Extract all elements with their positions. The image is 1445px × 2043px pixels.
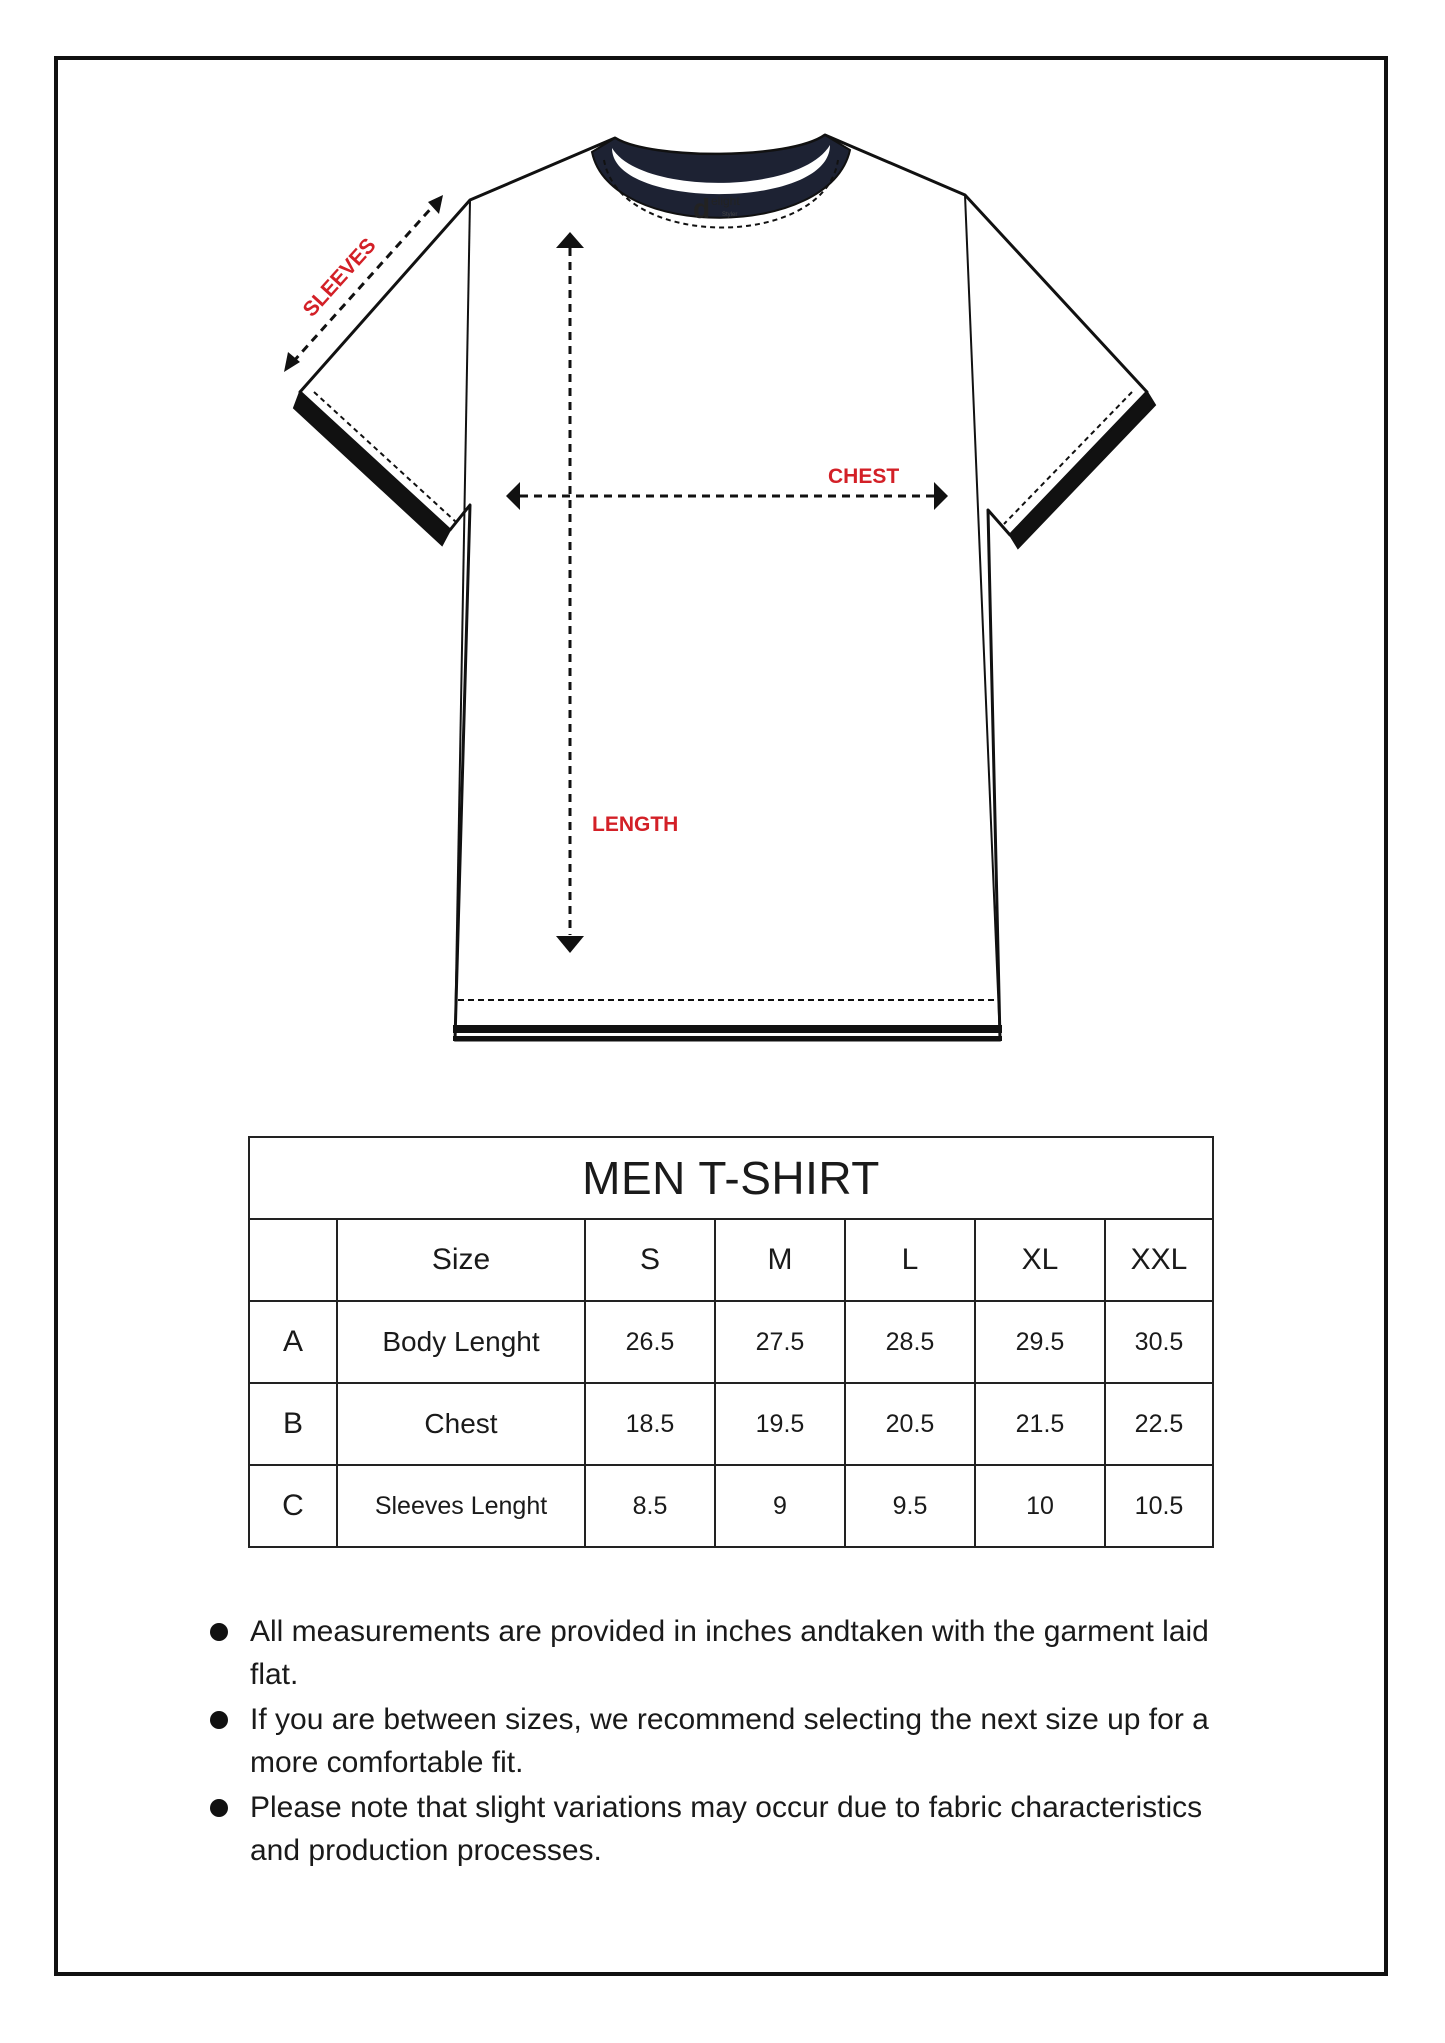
table-title-row <box>249 1137 1213 1219</box>
table-row <box>249 1383 1213 1465</box>
table-cell: 26.5 <box>585 1301 715 1383</box>
length-label: LENGTH <box>592 813 679 836</box>
row-letter: A <box>249 1301 337 1383</box>
table-cell: 10.5 <box>1105 1465 1213 1547</box>
table-row <box>249 1465 1213 1547</box>
table-cell: 9 <box>715 1465 845 1547</box>
table-cell: 21.5 <box>975 1383 1105 1465</box>
table-cell: 8.5 <box>585 1465 715 1547</box>
measurement-name: Chest <box>337 1383 585 1465</box>
table-cell: 22.5 <box>1105 1383 1213 1465</box>
size-header: Size <box>337 1219 585 1301</box>
svg-text:elight: elight <box>711 194 740 208</box>
size-s-header: S <box>585 1219 715 1301</box>
tshirt-outline <box>294 135 1155 1041</box>
svg-text:d: d <box>693 193 711 224</box>
svg-text:Styler: Styler <box>722 212 738 218</box>
row-letter: B <box>249 1383 337 1465</box>
row-letter: C <box>249 1465 337 1547</box>
table-cell: 30.5 <box>1105 1301 1213 1383</box>
size-xxl-header: XXL <box>1105 1219 1213 1301</box>
note-item: Please note that slight variations may occur due to fabric characteristics and production processes. <box>210 1786 1210 1872</box>
table-cell: 19.5 <box>715 1383 845 1465</box>
table-cell: 20.5 <box>845 1383 975 1465</box>
sleeves-label: SLEEVES <box>298 233 381 322</box>
header-empty-cell <box>249 1219 337 1301</box>
table-title: MEN T-SHIRT <box>249 1137 1213 1219</box>
table-cell: 9.5 <box>845 1465 975 1547</box>
table-header-row <box>249 1219 1213 1301</box>
note-item: All measurements are provided in inches andtaken with the garment laid flat. <box>210 1610 1210 1696</box>
size-chart-table <box>248 1136 1214 1548</box>
table-cell: 18.5 <box>585 1383 715 1465</box>
size-m-header: M <box>715 1219 845 1301</box>
note-item: If you are between sizes, we recommend selecting the next size up for a more comfortable fit. <box>210 1698 1210 1784</box>
size-xl-header: XL <box>975 1219 1105 1301</box>
table-cell: 10 <box>975 1465 1105 1547</box>
measurement-name: Sleeves Lenght <box>337 1465 585 1547</box>
table-cell: 29.5 <box>975 1301 1105 1383</box>
measurement-name: Body Lenght <box>337 1301 585 1383</box>
table-row <box>249 1301 1213 1383</box>
chest-label: CHEST <box>828 465 900 488</box>
table-cell: 28.5 <box>845 1301 975 1383</box>
table-cell: 27.5 <box>715 1301 845 1383</box>
measurement-notes <box>210 1610 1210 1874</box>
size-l-header: L <box>845 1219 975 1301</box>
